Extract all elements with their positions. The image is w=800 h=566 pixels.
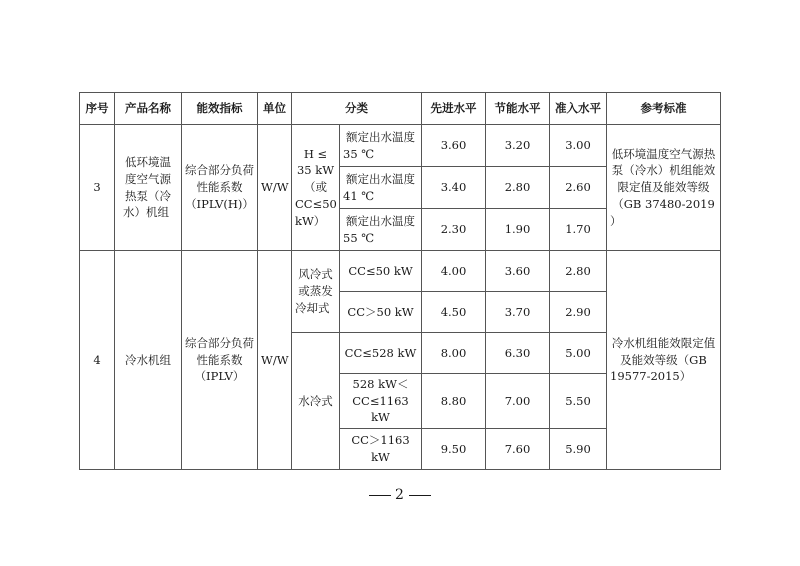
saving-value: 6.30 [486, 333, 550, 374]
advanced-value: 4.50 [422, 292, 486, 333]
advanced-value: 3.40 [422, 167, 486, 209]
subcategory: CC≤528 kW [340, 333, 422, 374]
saving-value: 1.90 [486, 209, 550, 251]
category: 风冷式或蒸发冷却式 [292, 251, 340, 333]
saving-value: 3.20 [486, 125, 550, 167]
subcategory: 额定出水温度35 ℃ [340, 125, 422, 167]
advanced-value: 3.60 [422, 125, 486, 167]
entry-value: 2.80 [550, 251, 607, 292]
header-saving: 节能水平 [486, 93, 550, 125]
efficiency-indicator: 综合部分负荷性能系数（IPLV） [182, 251, 258, 470]
entry-value: 1.70 [550, 209, 607, 251]
header-product: 产品名称 [115, 93, 182, 125]
advanced-value: 8.80 [422, 374, 486, 429]
entry-value: 5.90 [550, 429, 607, 470]
entry-value: 3.00 [550, 125, 607, 167]
header-row [80, 93, 721, 125]
saving-value: 3.60 [486, 251, 550, 292]
header-advanced: 先进水平 [422, 93, 486, 125]
unit: W/W [258, 125, 292, 251]
subcategory: 额定出水温度41 ℃ [340, 167, 422, 209]
entry-value: 5.00 [550, 333, 607, 374]
page-number-value: 2 [395, 487, 405, 503]
advanced-value: 9.50 [422, 429, 486, 470]
standards-table [79, 92, 721, 470]
header-standard: 参考标准 [607, 93, 721, 125]
page-dash-left [369, 495, 391, 496]
category: 水冷式 [292, 333, 340, 470]
advanced-value: 8.00 [422, 333, 486, 374]
header-no: 序号 [80, 93, 115, 125]
advanced-value: 2.30 [422, 209, 486, 251]
entry-value: 5.50 [550, 374, 607, 429]
product-name: 冷水机组 [115, 251, 182, 470]
product-name: 低环境温度空气源热泵（冷水）机组 [115, 125, 182, 251]
header-category: 分类 [292, 93, 422, 125]
entry-value: 2.60 [550, 167, 607, 209]
category: H ≤ 35 kW（或CC≤50 kW） [292, 125, 340, 251]
page-number [0, 487, 800, 503]
header-entry: 准入水平 [550, 93, 607, 125]
reference-standard: 冷水机组能效限定值及能效等级（GB 19577-2015） [607, 251, 721, 470]
subcategory: CC≤50 kW [340, 251, 422, 292]
subcategory: CC＞50 kW [340, 292, 422, 333]
header-indicator: 能效指标 [182, 93, 258, 125]
subcategory: 528 kW＜CC≤1163 kW [340, 374, 422, 429]
efficiency-indicator: 综合部分负荷性能系数（IPLV(H)） [182, 125, 258, 251]
advanced-value: 4.00 [422, 251, 486, 292]
entry-value: 2.90 [550, 292, 607, 333]
table-row [80, 125, 721, 167]
subcategory: 额定出水温度55 ℃ [340, 209, 422, 251]
unit: W/W [258, 251, 292, 470]
table-row [80, 251, 721, 292]
page-dash-right [409, 495, 431, 496]
saving-value: 2.80 [486, 167, 550, 209]
saving-value: 7.00 [486, 374, 550, 429]
row-no: 4 [80, 251, 115, 470]
saving-value: 3.70 [486, 292, 550, 333]
header-unit: 单位 [258, 93, 292, 125]
row-no: 3 [80, 125, 115, 251]
subcategory: CC＞1163 kW [340, 429, 422, 470]
reference-standard: 低环境温度空气源热泵（冷水）机组能效限定值及能效等级（GB 37480-2019 ） [607, 125, 721, 251]
saving-value: 7.60 [486, 429, 550, 470]
